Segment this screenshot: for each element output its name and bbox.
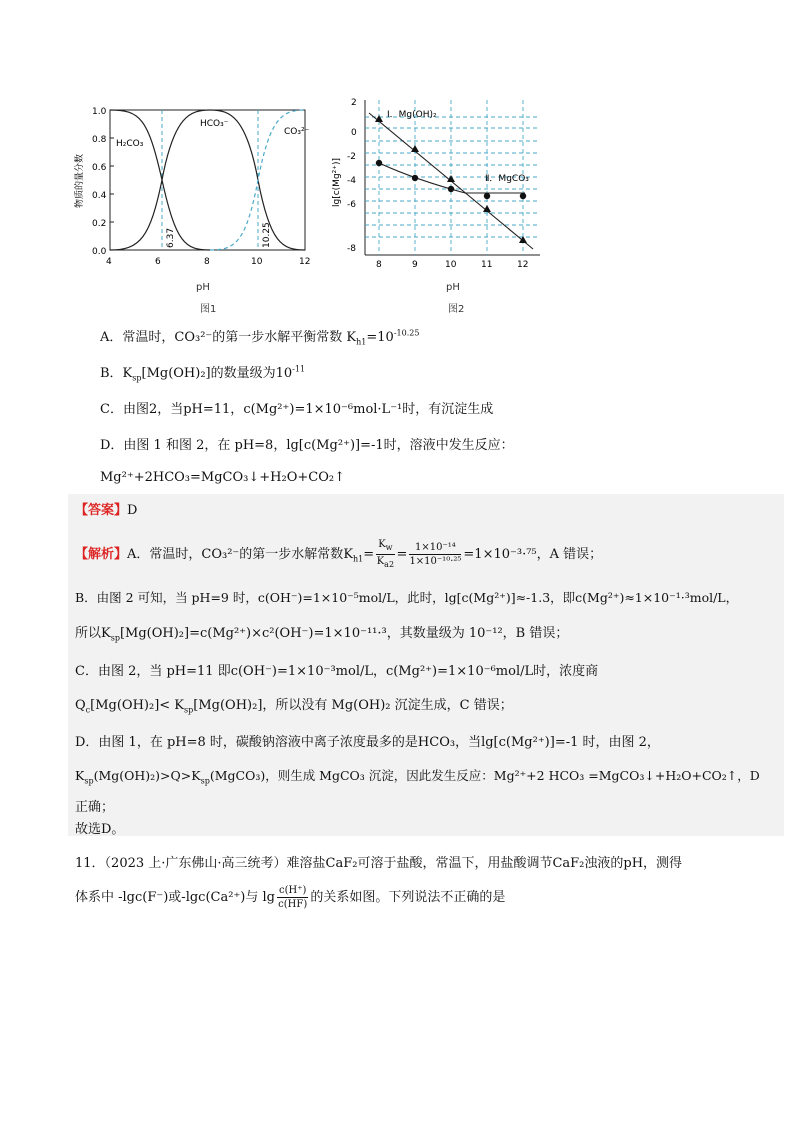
figure2-ytick: 0 [351,128,357,138]
figure1-ytick: 0.8 [92,135,107,145]
figure1-curve-hco3 [110,110,305,250]
figure2-caption: 图2 [448,304,465,315]
figure1-xlabel: pH [196,282,210,293]
figure2-ytick: -6 [347,200,356,210]
figure1-caption: 图1 [200,304,217,315]
question11-line2: 体系中 -lgc(F⁻)或-lgc(Ca²⁺)与 lg $\frac{c(H^+)}{c(HF)}$ 的关系如图。下列说法不正确的是 [75,885,506,910]
figure2-point-II [520,193,526,199]
figure1-label-h2co3: H₂CO₃ [116,139,144,149]
figure1-xtick: 4 [106,257,112,267]
figure1-label-hco3: HCO₃⁻ [200,119,229,129]
analysis-b2: 所以$K_{sp}[Mg(OH)_2]=c(Mg^{2+})\times c^2(OH^-)=1\times 10^{-11}\cdot^3$，其数量级为 10⁻¹²，B 错误； [75,626,569,643]
option-b: B．$K_{sp}[Mg(OH)_2]$的数量级为$10^{-11}$ [100,364,306,383]
figure2-ytick: -4 [347,176,356,186]
option-d: D．由图 1 和图 2，在 pH=8，lg[c(Mg²⁺)]=-1时，溶液中发生反应： [100,438,514,453]
figure2-ytick: -2 [347,152,356,162]
figure1-xtick: 8 [204,257,210,267]
figure1-mark1: 6.37 [166,227,176,248]
figure2-chart [325,95,550,275]
figure1-yticks [110,110,114,250]
figure2-xtick: 12 [517,260,529,270]
figure2-ytick: -8 [347,244,356,254]
figure1-ytick: 1.0 [92,107,107,117]
analysis-c1: C．由图 2，当 pH=11 即c(OH⁻)=1×10⁻³mol/L，c(Mg²⁺)=1×10⁻⁶mol/L时，浓度商 [75,664,599,679]
analysis-conclusion: 故选D。 [75,822,125,837]
analysis-d2: $K_{sp}(Mg(OH)_2)>Q>K_{sp}(MgCO_3)$，则生成 MgCO₃ 沉淀，因此发生反应：Mg²⁺+2 HCO₃ =MgCO₃↓+H₂O+CO₂↑，D [75,768,760,786]
question11-line1: 11．（2023 上·广东佛山·高三统考）难溶盐CaF₂可溶于盐酸，常温下，用盐酸调节CaF₂浊液的pH，测得 [75,856,683,871]
figure2-point-II [412,175,418,181]
figure1-xtick: 10 [251,257,263,267]
option-c: C．由图2，当pH=11，c(Mg²⁺)=1×10⁻⁶mol·L⁻¹时，有沉淀生成 [100,402,494,417]
figure2-xlabel: pH [446,282,460,293]
figure1-ytick: 0.6 [92,163,107,173]
figure2-label-I: Ⅰ．Mg(OH)₂ [387,110,437,120]
figure2-ylabel: lg[c(Mg²⁺)] [332,157,342,207]
figure1-ytick: 0.2 [92,219,107,229]
figure2-label-II: Ⅱ．MgCO₃ [485,174,529,184]
analysis-a: 【解析】A．常温时，CO₃²⁻的第一步水解常数$K_{h1}=$ $\frac{K_w}{K_{a2}}$ = $\frac{\text{1×10⁻¹⁴}}{\text{1×10⁻¹⁰·²⁵}}$ =1×10⁻³·⁷⁵，A 错误； [75,539,603,569]
figure2-xtick: 8 [376,260,382,270]
figure1-xtick: 12 [299,257,311,267]
figure2-ytick: 2 [351,98,357,108]
figure2-xtick: 9 [412,260,418,270]
figure2-point-II [376,160,382,166]
figure1-ylabel: 物质的量分数 [75,153,85,208]
answer-tag: 【答案】 [75,503,128,518]
option-d-equation: Mg²⁺+2HCO₃=MgCO₃↓+H₂O+CO₂↑ [100,470,345,485]
figure2-xtick: 10 [445,260,457,270]
analysis-tag: 【解析】 [75,547,128,562]
option-a: A．常温时，CO₃²⁻的第一步水解平衡常数 $K_{h1}=10^{-10.25}$ [100,328,420,347]
figure2-point-II [484,193,490,199]
answer-line [75,499,137,518]
answer-value: D [127,503,138,518]
figure2-point-II [448,186,454,192]
figure1-label-co3: CO₃²⁻ [284,127,310,137]
figure1-chart [70,98,320,278]
figure1-ytick: 0.4 [92,191,107,201]
figure1-ytick: 0.0 [92,247,107,257]
analysis-c2: $Q_c[Mg(OH)_2]< K_{sp}[Mg(OH)_2]$，所以没有 Mg(OH)₂ 沉淀生成，C 错误； [75,698,513,715]
analysis-d1: D．由图 1，在 pH=8 时，碳酸钠溶液中离子浓度最多的是HCO₃，当lg[c(Mg²⁺)]=-1 时，由图 2， [75,735,660,750]
figure2-xtick: 11 [481,260,493,270]
analysis-d3: 正确； [75,800,115,815]
figure1-xtick: 6 [155,257,161,267]
analysis-b1: B．由图 2 可知，当 pH=9 时，c(OH⁻)=1×10⁻⁵mol/L，此时，lg[c(Mg²⁺)]≈-1.3，即c(Mg²⁺)≈1×10⁻¹·³mol/L， [75,590,739,605]
figure1-mark2: 10.25 [262,222,272,248]
figure1-curve-h2co3 [110,110,210,250]
